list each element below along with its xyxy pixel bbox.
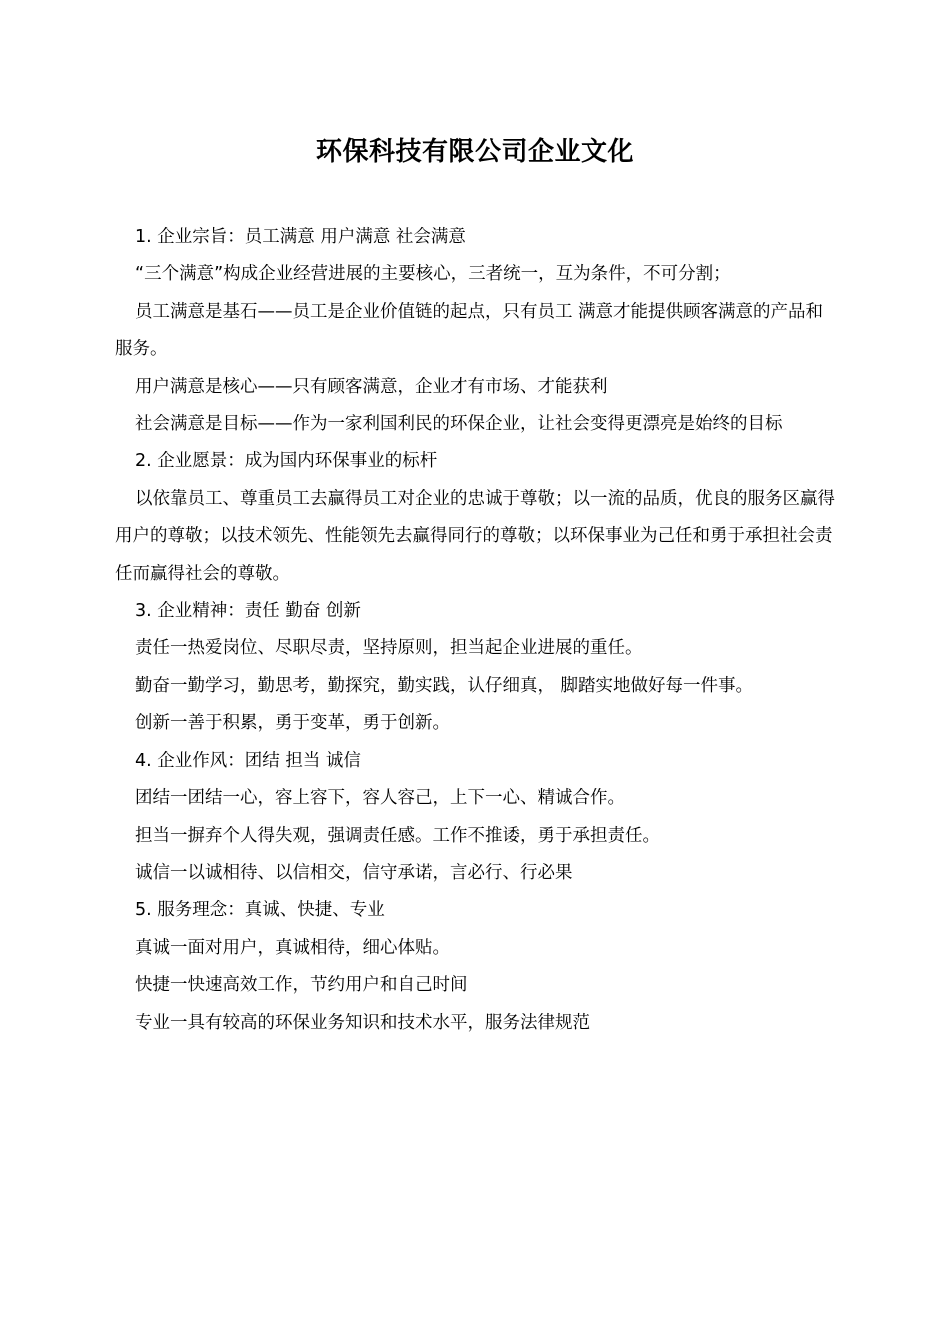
- section-heading-spirit: 3. 企业精神：责任 勤奋 创新: [135, 601, 361, 622]
- paragraph: 社会满意是目标——作为一家利国利民的环保企业，让社会变得更漂亮是始终的目标: [135, 414, 783, 435]
- paragraph: 以依靠员工、尊重员工去赢得员工对企业的忠诚于尊敬；以一流的品质，优良的服务区赢得用户的尊敬；以技术领先、性能领先去赢得同行的尊敬；以环保事业为己任和勇于承担社会责任而赢得社会的尊敬。: [115, 488, 835, 584]
- document-body: [115, 219, 840, 1042]
- paragraph: 担当一摒弃个人得失观，强调责任感。工作不推诿，勇于承担责任。: [135, 825, 660, 846]
- section-heading-service: 5. 服务理念：真诚、快捷、专业: [135, 900, 385, 921]
- section-heading-purpose: 1. 企业宗旨：员工满意 用户满意 社会满意: [135, 227, 466, 247]
- paragraph: 用户满意是核心——只有顾客满意，企业才有市场、才能获利: [135, 376, 608, 397]
- paragraph: 责任一热爱岗位、尽职尽责，坚持原则，担当起企业进展的重任。: [135, 638, 643, 659]
- paragraph: “三个满意”构成企业经营进展的主要核心，三者统一，互为条件，不可分割；: [135, 264, 731, 285]
- paragraph: 勤奋一勤学习，勤思考，勤探究，勤实践，认仔细真， 脚踏实地做好每一件事。: [135, 675, 754, 696]
- section-heading-style: 4. 企业作风：团结 担当 诚信: [135, 750, 361, 771]
- section-heading-vision: 2. 企业愿景：成为国内环保事业的标杆: [135, 451, 438, 472]
- paragraph: 快捷一快速高效工作，节约用户和自己时间: [135, 975, 468, 996]
- paragraph: 诚信一以诚相待、以信相交，信守承诺，言必行、行必果: [135, 862, 573, 883]
- paragraph: 团结一团结一心，容上容下，容人容己，上下一心、精诚合作。: [135, 788, 625, 809]
- paragraph: 专业一具有较高的环保业务知识和技术水平，服务法律规范: [135, 1012, 590, 1033]
- paragraph: 员工满意是基石——员工是企业价值链的起点，只有员工 满意才能提供顾客满意的产品和服务。: [115, 301, 824, 360]
- paragraph: 创新一善于积累，勇于变革，勇于创新。: [135, 713, 450, 734]
- paragraph: 真诚一面对用户，真诚相待，细心体贴。: [135, 937, 450, 958]
- page-title: 环保科技有限公司企业文化: [315, 137, 634, 167]
